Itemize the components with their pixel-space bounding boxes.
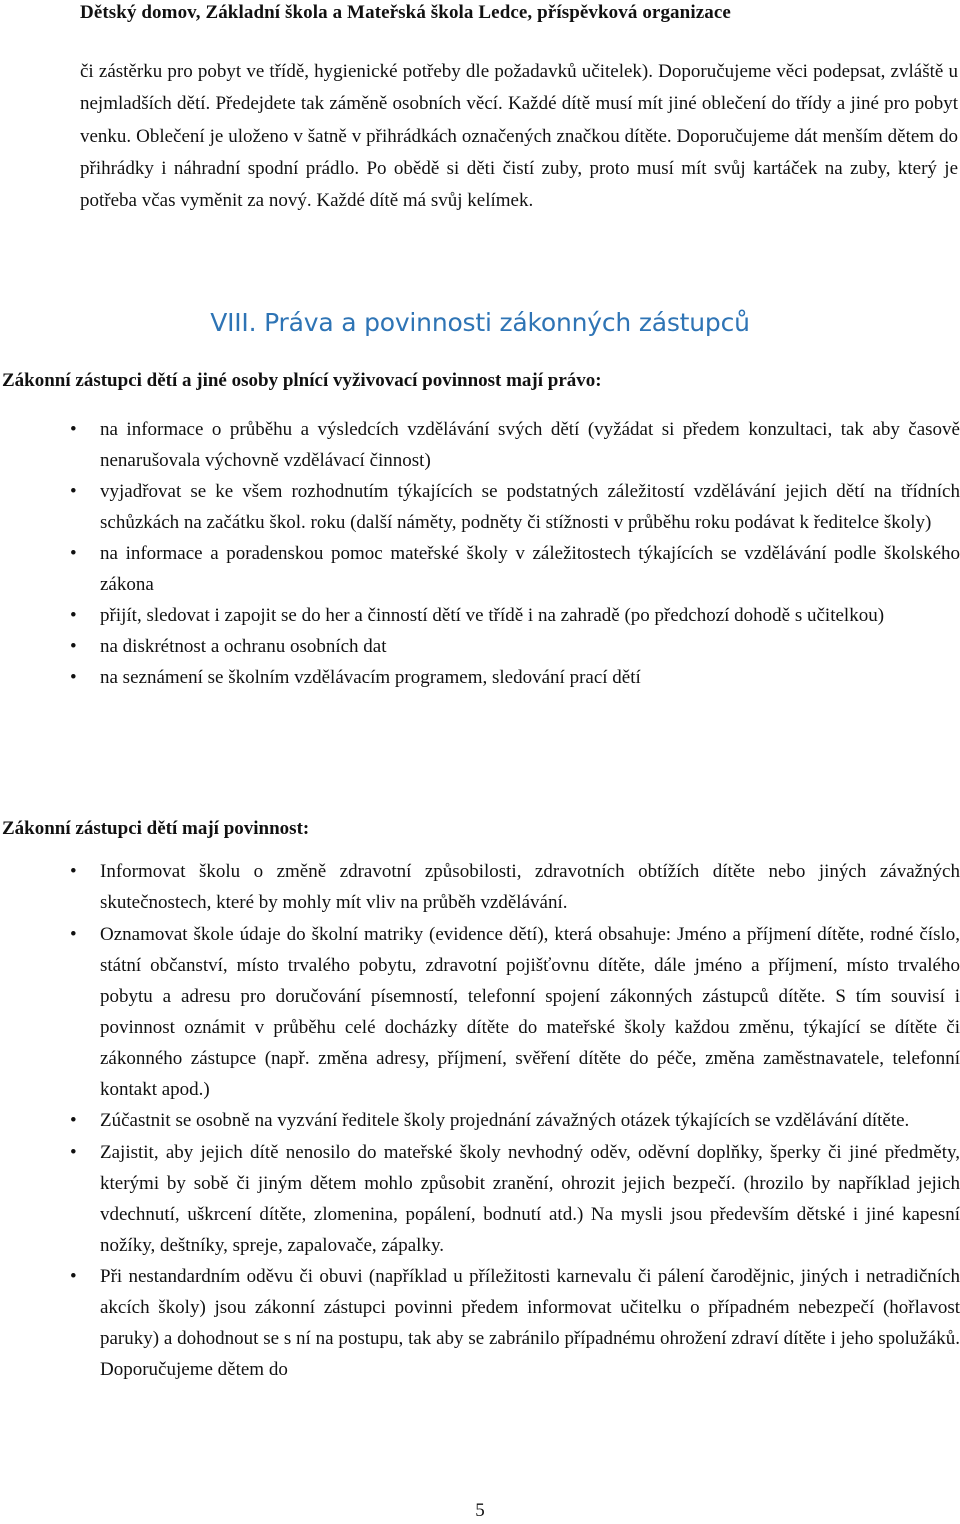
list-item-text: vyjadřovat se ke všem rozhodnutím týkajících se podstatných záležitostí vzdělávání jejich dětí na třídních schůzkách na začátku škol. roku (další náměty, podněty či stížnosti v průběhu roku podávat k ředitelce školy) <box>100 481 960 533</box>
list-item-text: na diskrétnost a ochranu osobních dat <box>100 636 387 657</box>
bullet-icon: • <box>70 861 77 882</box>
bullet-icon: • <box>70 636 77 657</box>
bullet-icon: • <box>70 419 77 440</box>
bullet-icon: • <box>70 923 77 945</box>
bullet-icon: • <box>70 481 77 502</box>
duties-title: Zákonní zástupci dětí mají povinnost: <box>2 818 310 839</box>
list-item <box>64 414 960 476</box>
list-item-text: Informovat školu o změně zdravotní způsobilosti, zdravotních obtížích dítěte nebo jiných závažných skutečnostech, které by mohly mít vliv na průběh vzdělávání. <box>100 861 960 913</box>
list-item <box>64 1105 960 1136</box>
list-item-text: na informace o průběhu a výsledcích vzdělávání svých dětí (vyžádat si předem konzultaci, tak aby časově nenarušovala výchovně vzdělávací činnost) <box>100 419 960 471</box>
bullet-icon: • <box>70 543 77 564</box>
list-item-text: Oznamovat škole údaje do školní matriky (evidence dětí), která obsahuje: Jméno a příjmení dítěte, rodné číslo, státní občanství, místo trvalého pobytu, zdravotní pojišťovnu dítěte, dále jméno a příjmení, místo trvalého pobytu a adresu pro doručování písemností, telefonní spojení zákonných zástupců dítěte. S tím souvisí i povinnost oznámit v průběhu celé docházky dítěte do mateřské školy každou změnu, týkající se dítěte či zákonného zástupce (např. změna adresy, příjmení, svěření dítěte do péče, změna zaměstnavatele, telefonní kontakt apod.) <box>100 923 960 1100</box>
section-heading: VIII. Práva a povinnosti zákonných zástupců <box>210 308 750 337</box>
page-header: Dětský domov, Základní škola a Mateřská škola Ledce, příspěvková organizace <box>80 2 731 23</box>
list-item <box>64 538 960 600</box>
list-item-text: na informace a poradenskou pomoc mateřské školy v záležitostech týkajících se vzdělávání podle školského zákona <box>100 543 960 595</box>
bullet-icon: • <box>70 667 77 688</box>
rights-title: Zákonní zástupci dětí a jiné osoby plnící vyživovací povinnost mají právo: <box>2 370 602 391</box>
rights-list <box>64 414 960 693</box>
list-item-text: na seznámení se školním vzdělávacím programem, sledování prací dětí <box>100 667 641 688</box>
list-item <box>64 856 960 918</box>
bullet-icon: • <box>70 605 77 626</box>
list-item <box>64 600 960 631</box>
bullet-icon: • <box>70 1110 77 1131</box>
intro-paragraph: či zástěrku pro pobyt ve třídě, hygienické potřeby dle požadavků učitelek). Doporučujeme věci podepsat, zvláště u nejmladších dětí. Předejdete tak záměně osobních věcí. Každé dítě musí mít jiné oblečení do třídy a jiné pro pobyt venku. Oblečení je uloženo v šatně v přihrádkách označených značkou dítěte. Doporučujeme dát menším dětem do přihrádky i náhradní spodní prádlo. Po obědě si děti čistí zuby, proto musí mít svůj kartáček na zuby, který je potřeba včas vyměnit za nový. Každé dítě má svůj kelímek. <box>80 61 958 212</box>
list-item <box>64 919 960 1105</box>
list-item <box>64 1137 960 1261</box>
list-item-text: přijít, sledovat i zapojit se do her a činností dětí ve třídě i na zahradě (po předchozí dohodě s učitelkou) <box>100 605 885 626</box>
list-item <box>64 1261 960 1385</box>
list-item <box>64 631 960 662</box>
list-item <box>64 476 960 538</box>
list-item <box>64 662 960 693</box>
page-number: 5 <box>475 1500 485 1521</box>
bullet-icon: • <box>70 1266 77 1287</box>
list-item-text: Zúčastnit se osobně na vyzvání ředitele školy projednání závažných otázek týkajících se vzdělávání dítěte. <box>100 1110 910 1131</box>
bullet-icon: • <box>70 1141 77 1163</box>
list-item-text: Zajistit, aby jejich dítě nenosilo do mateřské školy nevhodný oděv, oděvní doplňky, šperky či jiné předměty, kterými by sobě či jiným dětem mohlo způsobit zranění, ohrozit jejich bezpečí. (hrozilo by například jejich vdechnutí, uškrcení dítěte, zlomenina, popálení, bodnutí atd.) Na mysli jsou především dětské i jiné kapesní nožíky, deštníky, spreje, zapalovače, zápalky. <box>100 1141 960 1256</box>
duties-list <box>64 856 960 1386</box>
list-item-text: Při nestandardním oděvu či obuvi (například u příležitosti karnevalu či pálení čarodějnic, jiných i netradičních akcích školy) jsou zákonní zástupci povinni předem informovat učitelku o případném nebezpečí (hořlavost paruky) a dohodnout se s ní na postupu, tak aby se zabránilo případnému ohrožení zdraví dítěte i jeho spolužáků. Doporučujeme dětem do <box>100 1266 960 1380</box>
